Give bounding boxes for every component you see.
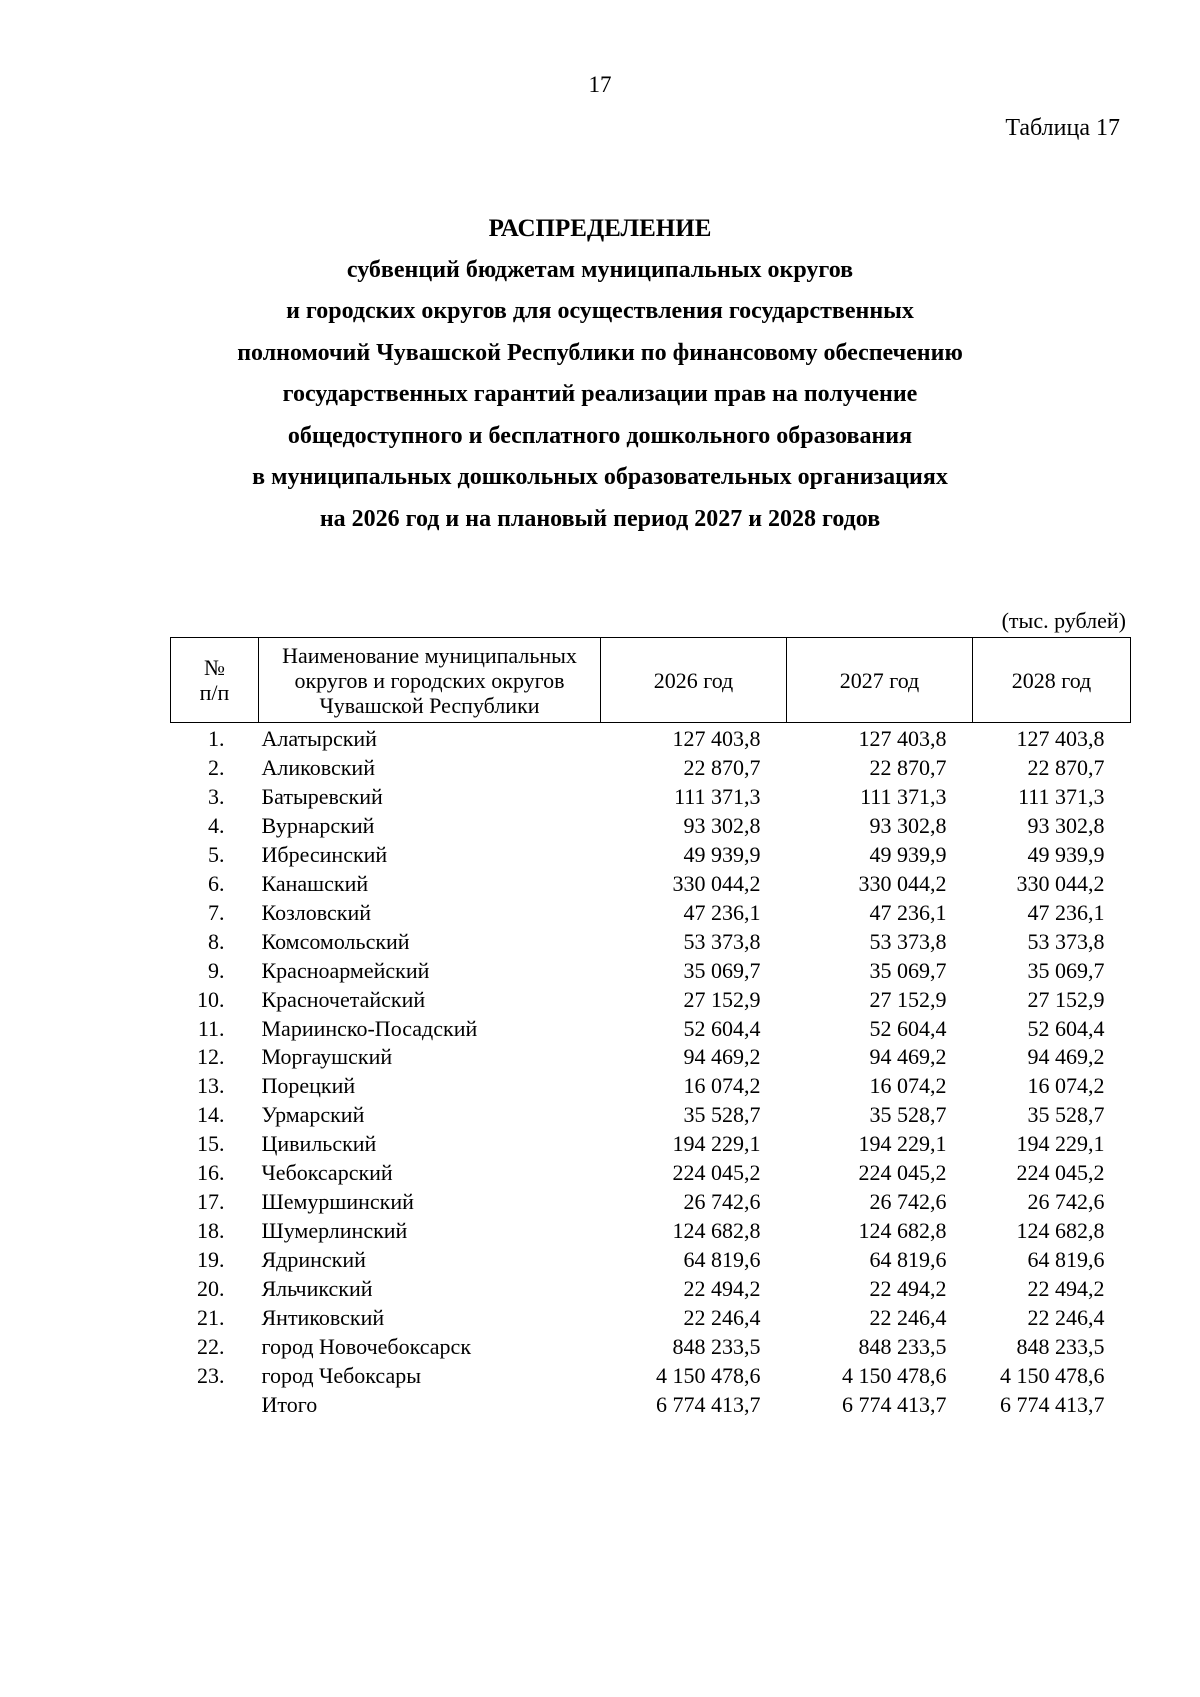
- row-number: 15.: [197, 1131, 225, 1157]
- table-row: [171, 1333, 1131, 1362]
- row-number: 3.: [208, 783, 225, 809]
- row-value-2028: 35 528,7: [1027, 1102, 1105, 1128]
- table-row: [171, 1246, 1131, 1275]
- row-value-2026: 94 469,2: [683, 1044, 761, 1070]
- row-value-2028: 35 069,7: [1027, 957, 1105, 983]
- header-2026: 2026 год: [601, 638, 787, 723]
- row-value-2026: 330 044,2: [672, 870, 761, 896]
- row-value-2026: 111 371,3: [674, 783, 761, 809]
- row-name: Шемуршинский: [261, 1189, 414, 1215]
- header-2028: 2028 год: [973, 638, 1131, 723]
- row-value-2027: 224 045,2: [858, 1160, 947, 1186]
- row-value-2028: 16 074,2: [1027, 1073, 1105, 1099]
- total-row: [171, 1391, 1131, 1420]
- row-name: Шумерлинский: [261, 1218, 408, 1244]
- row-number: 20.: [197, 1276, 225, 1302]
- row-value-2027: 52 604,4: [869, 1015, 947, 1041]
- title-line: общедоступного и бесплатного дошкольного образования: [287, 422, 913, 449]
- row-value-2026: 64 819,6: [683, 1247, 761, 1273]
- row-value-2026: 16 074,2: [683, 1073, 761, 1099]
- row-value-2028: 22 246,4: [1027, 1305, 1105, 1331]
- row-name: Красночетайский: [261, 986, 426, 1012]
- total-value-2027: 6 774 413,7: [842, 1391, 947, 1417]
- row-name: Цивильский: [261, 1131, 377, 1157]
- row-value-2027: 4 150 478,6: [842, 1362, 947, 1388]
- row-value-2027: 64 819,6: [869, 1247, 947, 1273]
- document-title: [0, 208, 1200, 540]
- table-row: [171, 1217, 1131, 1246]
- row-value-2028: 22 870,7: [1027, 754, 1105, 780]
- row-value-2026: 27 152,9: [683, 986, 761, 1012]
- units-note: (тыс. рублей): [1001, 608, 1126, 633]
- table-row: [171, 1101, 1131, 1130]
- row-value-2026: 52 604,4: [683, 1015, 761, 1041]
- header-number-line: п/п: [199, 680, 230, 705]
- table-row: [171, 928, 1131, 957]
- row-name: Моргаушский: [261, 1044, 393, 1070]
- table-row: [171, 1043, 1131, 1072]
- table-row: [171, 1159, 1131, 1188]
- row-value-2028: 224 045,2: [1016, 1160, 1105, 1186]
- row-number: 9.: [208, 957, 225, 983]
- row-number: 11.: [197, 1015, 225, 1041]
- row-name: Чебоксарский: [261, 1160, 393, 1186]
- row-value-2028: 52 604,4: [1027, 1015, 1105, 1041]
- table-row: [171, 1072, 1131, 1101]
- header-number-line: №: [204, 655, 225, 680]
- header-name: [259, 638, 601, 723]
- row-value-2027: 27 152,9: [869, 986, 947, 1012]
- table-row: [171, 1015, 1131, 1044]
- row-value-2027: 22 246,4: [869, 1305, 947, 1331]
- header-number: [171, 638, 259, 723]
- row-value-2027: 26 742,6: [869, 1189, 947, 1215]
- row-number: 18.: [197, 1218, 225, 1244]
- row-value-2026: 49 939,9: [683, 841, 761, 867]
- row-value-2027: 35 069,7: [869, 957, 947, 983]
- row-value-2028: 94 469,2: [1027, 1044, 1105, 1070]
- distribution-table: [170, 637, 1131, 1420]
- table-row: [171, 870, 1131, 899]
- row-value-2028: 26 742,6: [1027, 1189, 1105, 1215]
- row-value-2026: 47 236,1: [683, 899, 761, 925]
- row-value-2027: 124 682,8: [858, 1218, 947, 1244]
- row-value-2028: 848 233,5: [1016, 1334, 1105, 1360]
- table-row: [171, 783, 1131, 812]
- page-number: 17: [588, 72, 612, 97]
- table-row: [171, 841, 1131, 870]
- row-value-2028: 111 371,3: [1018, 783, 1105, 809]
- title-line: полномочий Чувашской Республики по финансовому обеспечению: [237, 339, 963, 366]
- row-name: Аликовский: [261, 754, 375, 780]
- title-line: в муниципальных дошкольных образовательных организациях: [252, 464, 948, 490]
- table-label: Таблица 17: [1005, 115, 1120, 141]
- row-value-2028: 27 152,9: [1027, 986, 1105, 1012]
- row-name: Ядринский: [261, 1247, 366, 1273]
- row-name: Урмарский: [261, 1102, 365, 1128]
- table-row: [171, 1130, 1131, 1159]
- header-name-line: Наименование муниципальных: [282, 642, 577, 668]
- row-name: Козловский: [261, 899, 372, 925]
- row-number: 22.: [197, 1334, 225, 1360]
- row-value-2028: 127 403,8: [1016, 726, 1105, 751]
- header-name-line: Чувашской Республики: [319, 692, 540, 718]
- title-line: государственных гарантий реализации прав на получение: [282, 381, 918, 407]
- header-2027: 2027 год: [787, 638, 973, 723]
- row-name: город Новочебоксарск: [261, 1334, 472, 1360]
- row-value-2026: 127 403,8: [672, 726, 761, 751]
- row-value-2028: 194 229,1: [1016, 1131, 1105, 1157]
- total-value-2026: 6 774 413,7: [656, 1391, 761, 1417]
- row-value-2028: 53 373,8: [1027, 928, 1105, 954]
- row-number: 13.: [197, 1073, 225, 1099]
- row-name: Яльчикский: [261, 1276, 373, 1302]
- row-number: 1.: [208, 726, 225, 751]
- row-number: 2.: [208, 754, 225, 780]
- row-name: Комсомольский: [261, 928, 410, 954]
- row-number: 21.: [197, 1305, 225, 1331]
- row-value-2026: 22 870,7: [683, 754, 761, 780]
- row-name: Красноармейский: [261, 957, 430, 983]
- title-line: на 2026 год и на плановый период 2027 и 2028 годов: [319, 505, 881, 532]
- table-header-row: [171, 638, 1131, 723]
- row-value-2027: 330 044,2: [858, 870, 947, 896]
- row-value-2027: 93 302,8: [869, 812, 947, 838]
- row-value-2026: 93 302,8: [683, 812, 761, 838]
- row-value-2027: 127 403,8: [858, 726, 947, 751]
- row-name: Батыревский: [261, 783, 383, 809]
- row-name: Алатырский: [261, 726, 377, 751]
- row-value-2028: 22 494,2: [1027, 1276, 1105, 1302]
- title-line: и городских округов для осуществления государственных: [286, 298, 914, 324]
- row-value-2027: 111 371,3: [860, 783, 947, 809]
- row-number: 16.: [197, 1160, 225, 1186]
- row-value-2028: 64 819,6: [1027, 1247, 1105, 1273]
- row-value-2028: 4 150 478,6: [1000, 1362, 1105, 1388]
- row-name: Канашский: [261, 870, 369, 896]
- row-value-2027: 16 074,2: [869, 1073, 947, 1099]
- row-number: 19.: [197, 1247, 225, 1273]
- row-value-2026: 124 682,8: [672, 1218, 761, 1244]
- total-label: Итого: [261, 1391, 318, 1417]
- table-row: [171, 1304, 1131, 1333]
- row-value-2026: 22 246,4: [683, 1305, 761, 1331]
- table-row: [171, 812, 1131, 841]
- row-name: Порецкий: [261, 1073, 356, 1099]
- row-number: 8.: [208, 928, 225, 954]
- row-name: Янтиковский: [261, 1305, 385, 1331]
- row-value-2027: 35 528,7: [869, 1102, 947, 1128]
- row-value-2027: 22 870,7: [869, 754, 947, 780]
- row-number: 5.: [208, 841, 225, 867]
- row-value-2027: 49 939,9: [869, 841, 947, 867]
- row-number: 12.: [197, 1044, 225, 1070]
- table-row: [171, 1275, 1131, 1304]
- row-value-2027: 848 233,5: [858, 1334, 947, 1360]
- table-row: [171, 1188, 1131, 1217]
- row-number: [171, 1391, 259, 1420]
- row-value-2028: 330 044,2: [1016, 870, 1105, 896]
- title-line: субвенций бюджетам муниципальных округов: [346, 256, 854, 283]
- row-value-2028: 124 682,8: [1016, 1218, 1105, 1244]
- row-value-2028: 93 302,8: [1027, 812, 1105, 838]
- row-value-2026: 194 229,1: [672, 1131, 761, 1157]
- row-name: город Чебоксары: [261, 1362, 422, 1388]
- row-value-2027: 53 373,8: [869, 928, 947, 954]
- row-value-2027: 94 469,2: [869, 1044, 947, 1070]
- table-row: [171, 754, 1131, 783]
- row-name: Ибресинский: [261, 841, 388, 867]
- row-number: 10.: [197, 986, 225, 1012]
- row-value-2026: 26 742,6: [683, 1189, 761, 1215]
- row-value-2026: 4 150 478,6: [656, 1362, 761, 1388]
- row-value-2026: 35 069,7: [683, 957, 761, 983]
- title-main: РАСПРЕДЕЛЕНИЕ: [488, 215, 712, 242]
- row-value-2028: 47 236,1: [1027, 899, 1105, 925]
- row-number: 14.: [197, 1102, 225, 1128]
- row-value-2028: 49 939,9: [1027, 841, 1105, 867]
- row-number: 6.: [208, 870, 225, 896]
- row-value-2026: 35 528,7: [683, 1102, 761, 1128]
- row-value-2026: 224 045,2: [672, 1160, 761, 1186]
- row-name: Мариинско-Посадский: [261, 1015, 478, 1041]
- row-number: 23.: [197, 1362, 225, 1388]
- table-row: [171, 899, 1131, 928]
- table-row: [171, 957, 1131, 986]
- table-row: [171, 723, 1131, 754]
- row-number: 17.: [197, 1189, 225, 1215]
- row-value-2026: 53 373,8: [683, 928, 761, 954]
- header-name-line: округов и городских округов: [294, 667, 565, 693]
- row-number: 4.: [208, 812, 225, 838]
- total-value-2028: 6 774 413,7: [1000, 1391, 1105, 1417]
- row-value-2026: 848 233,5: [672, 1334, 761, 1360]
- row-value-2027: 47 236,1: [869, 899, 947, 925]
- row-number: 7.: [208, 899, 225, 925]
- table-row: [171, 986, 1131, 1015]
- table-row: [171, 1362, 1131, 1391]
- row-value-2026: 22 494,2: [683, 1276, 761, 1302]
- row-name: Вурнарский: [261, 812, 375, 838]
- row-value-2027: 194 229,1: [858, 1131, 947, 1157]
- row-value-2027: 22 494,2: [869, 1276, 947, 1302]
